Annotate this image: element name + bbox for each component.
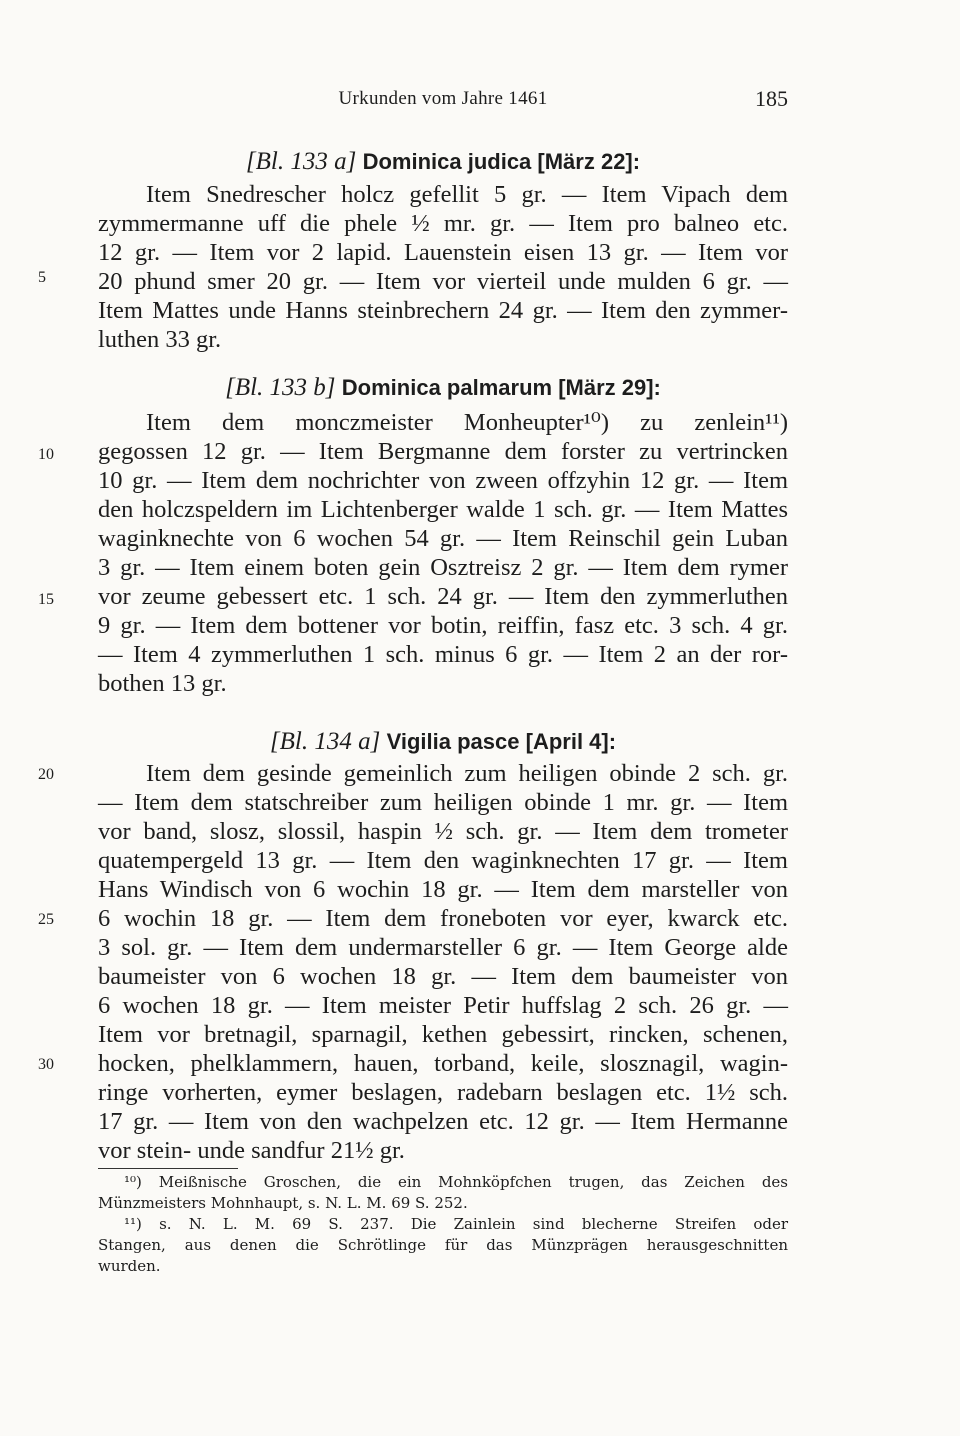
- text-line: waginknechte von 6 wochen 54 gr. — Item Reinschil gein Luban: [98, 525, 788, 552]
- text-line: 3 gr. — Item einem boten gein Osztreisz 2 gr. — Item dem rymer: [98, 554, 788, 581]
- text-line: ringe vorherten, eymer beslagen, radebarn beslagen etc. 1½ sch.: [98, 1079, 788, 1106]
- line-number: 20: [38, 766, 54, 783]
- text-line: baumeister von 6 wochen 18 gr. — Item dem baumeister von: [98, 963, 788, 990]
- text-line: vor stein- unde sandfur 21½ gr.: [98, 1137, 405, 1164]
- text-line: 6 wochin 18 gr. — Item dem froneboten vor eyer, kwarck etc.: [98, 905, 788, 932]
- text-line: vor band, slosz, slossil, haspin ½ sch. gr. — Item dem trometer: [98, 818, 788, 845]
- footnote-10-cont: Münzmeisters Mohnhaupt, s. N. L. M. 69 S. 252.: [98, 1194, 468, 1212]
- text-line: 20 phund smer 20 gr. — Item vor vierteil unde mulden 6 gr. —: [98, 268, 788, 295]
- text-line: 10 gr. — Item dem nochrichter von zween offzyhin 12 gr. — Item: [98, 467, 788, 494]
- line-number: 25: [38, 911, 54, 928]
- text-line: gegossen 12 gr. — Item Bergmanne dem forster zu vertrincken: [98, 438, 788, 465]
- text-line: Item vor bretnagil, sparnagil, kethen gebessirt, rincken, schenen,: [98, 1021, 788, 1048]
- page-number: 185: [755, 86, 788, 111]
- footnote-11-cont: Stangen, aus denen die Schrötlinge für das Münzprägen herausgeschnitten: [98, 1236, 788, 1254]
- text-line: den holczspeldern im Lichtenberger walde 1 sch. gr. — Item Mattes: [98, 496, 788, 523]
- text-line: Item dem gesinde gemeinlich zum heiligen obinde 2 sch. gr.: [146, 760, 788, 787]
- footnote-10: ¹⁰) Meißnische Groschen, die ein Mohnköpfchen trugen, das Zeichen des: [124, 1173, 788, 1191]
- text-line: Item dem monczmeister Monheupter¹⁰) zu zenlein¹¹): [146, 409, 788, 436]
- text-line: 9 gr. — Item dem bottener vor botin, reiffin, fasz etc. 3 sch. 4 gr.: [98, 612, 788, 639]
- line-number: 15: [38, 591, 54, 608]
- entry-vigilia-pasce: [98, 727, 788, 1165]
- entry-heading: [98, 147, 788, 177]
- line-number: 10: [38, 446, 54, 463]
- line-number: 30: [38, 1056, 54, 1073]
- text-line: 6 wochen 18 gr. — Item meister Petir huffslag 2 sch. 26 gr. —: [98, 992, 788, 1019]
- entry-title: Vigilia pasce [April 4]:: [386, 729, 617, 754]
- text-line: 17 gr. — Item von den wachpelzen etc. 12 gr. — Item Hermanne: [98, 1108, 788, 1135]
- entry-heading: [98, 727, 788, 757]
- entry-dominica-judica: [98, 147, 788, 354]
- page-header: [98, 84, 788, 118]
- text-line: Item Snedrescher holcz gefellit 5 gr. — Item Vipach dem: [146, 181, 788, 208]
- entry-title: Dominica palmarum [März 29]:: [341, 375, 661, 400]
- text-line: quatempergeld 13 gr. — Item den waginknechten 17 gr. — Item: [98, 847, 788, 874]
- folio-reference: [Bl. 134 a]: [269, 728, 381, 755]
- text-line: zymmermanne uff die phele ½ mr. gr. — Item pro balneo etc.: [98, 210, 788, 237]
- entry-heading: [98, 373, 788, 403]
- text-line: — Item 4 zymmerluthen 1 sch. minus 6 gr. — Item 2 an der ror-: [98, 641, 788, 668]
- text-line: hocken, phelklammern, hauen, torband, keile, slosznagil, wagin-: [98, 1050, 788, 1077]
- running-head: Urkunden vom Jahre 1461: [338, 88, 548, 109]
- text-line: Hans Windisch von 6 wochin 18 gr. — Item dem marsteller von: [98, 876, 788, 903]
- folio-reference: [Bl. 133 a]: [245, 148, 357, 175]
- text-line: bothen 13 gr.: [98, 670, 227, 697]
- footnotes: [98, 1172, 788, 1277]
- entry-title: Dominica judica [März 22]:: [362, 149, 641, 174]
- text-line: vor zeume gebessert etc. 1 sch. 24 gr. — Item den zymmerluthen: [98, 583, 788, 610]
- entry-dominica-palmarum: [98, 373, 788, 698]
- text-line: Item Mattes unde Hanns steinbrechern 24 gr. — Item den zymmer-: [98, 297, 788, 324]
- folio-reference: [Bl. 133 b]: [225, 374, 336, 401]
- text-line: 3 sol. gr. — Item dem undermarsteller 6 gr. — Item George alde: [98, 934, 788, 961]
- footnote-11: ¹¹) s. N. L. M. 69 S. 237. Die Zainlein sind blecherne Streifen oder: [124, 1215, 788, 1233]
- text-line: 12 gr. — Item vor 2 lapid. Lauenstein eisen 13 gr. — Item vor: [98, 239, 788, 266]
- footnote-rule: [98, 1168, 238, 1169]
- line-number: 5: [38, 269, 46, 286]
- text-line: — Item dem statschreiber zum heiligen obinde 1 mr. gr. — Item: [98, 789, 788, 816]
- footnote-11-end: wurden.: [98, 1257, 161, 1275]
- text-line: luthen 33 gr.: [98, 326, 222, 353]
